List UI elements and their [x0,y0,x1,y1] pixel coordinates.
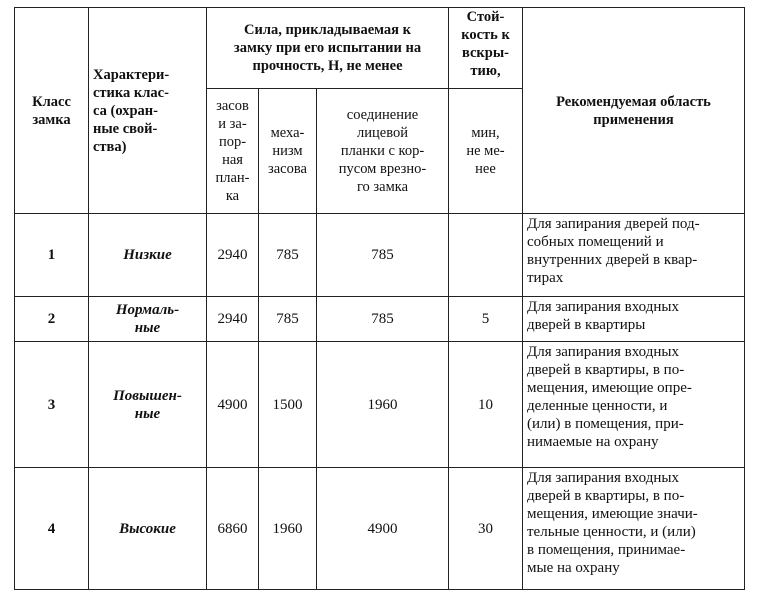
header-recommended-use [523,8,745,214]
cell-resistance: 5 [449,297,523,342]
text-line: Стой- [466,9,505,25]
cell-bolt-mechanism: 785 [259,214,317,297]
text-line: деленные ценности, и [527,398,668,414]
text-line: ка [225,188,240,204]
table-row [15,342,745,468]
text-line: Высокие [119,520,176,537]
text-line: Повышен- [113,387,182,404]
text-line: ства) [93,138,127,155]
text-line: стика клас- [93,84,169,101]
lock-class-table [14,7,745,590]
text-line: замку при его испытании на [233,40,422,56]
cell-class: 1 [15,214,89,297]
text-line: Характери- [93,66,170,83]
text-line: са (охран- [93,102,158,119]
text-line: Для запирания входных [527,470,679,486]
text-line: Низкие [123,247,172,263]
text-line: ные свой- [93,120,158,137]
cell-bolt-strike: 6860 [207,468,259,590]
text-line: применения [593,111,674,128]
text-line: пусом врезно- [338,161,427,177]
header-force-group [207,8,449,89]
text-line: мин, [471,125,500,141]
cell-bolt-mechanism: 1960 [259,468,317,590]
text-line: Нормаль- [115,302,180,318]
text-line: нее [475,161,496,177]
cell-bolt-strike: 4900 [207,342,259,468]
text-line: кость к [461,27,510,43]
cell-bolt-strike: 2940 [207,214,259,297]
cell-faceplate: 785 [317,297,449,342]
cell-class: 3 [15,342,89,468]
text-line: замка [32,111,71,128]
text-line: внутренних дверей в квар- [527,252,698,268]
text-line: Рекомендуемая область [556,93,711,110]
header-resistance-min [449,89,523,214]
text-line: тельные ценности, и (или) [527,524,696,540]
text-line: дверей в квартиры, в по- [527,488,685,504]
cell-class: 2 [15,297,89,342]
text-line: дверей в квартиры, в по- [527,362,685,378]
header-bolt-mechanism [259,89,317,214]
cell-characteristic [89,297,207,342]
cell-faceplate: 4900 [317,468,449,590]
text-line: Класс [32,93,71,110]
text-line: ные [134,320,161,336]
text-line: засова [268,161,307,177]
cell-recommended-use [523,297,745,342]
cell-characteristic [89,214,207,297]
text-line: пор- [218,134,247,150]
text-line: дверей в квартиры [527,317,646,333]
text-line: тирах [527,270,564,286]
text-line: план- [215,170,250,186]
cell-recommended-use [523,342,745,468]
table-row [15,468,745,590]
text-line: вскры- [461,45,509,61]
cell-bolt-strike: 2940 [207,297,259,342]
header-characteristic [89,8,207,214]
text-line: не ме- [466,143,505,159]
header-bolt-strike [207,89,259,214]
header-faceplate-connection [317,89,449,214]
table-row [15,297,745,342]
cell-characteristic [89,342,207,468]
text-line: Для запирания входных [527,344,679,360]
text-line: ная [222,152,243,168]
text-line: собных помещений и [527,234,664,250]
text-line: планки с кор- [340,143,425,159]
text-line: нимаемые на охрану [527,434,659,450]
cell-resistance: 30 [449,468,523,590]
cell-class: 4 [15,468,89,590]
text-line: ные [134,405,161,422]
text-line: в помещения, принимае- [527,542,686,558]
cell-faceplate: 785 [317,214,449,297]
header-resistance-group [449,8,523,89]
cell-recommended-use [523,214,745,297]
cell-faceplate: 1960 [317,342,449,468]
text-line: и за- [218,116,247,132]
text-line: меха- [270,125,305,141]
text-line: Сила, прикладываемая к [244,22,411,38]
text-line: Для запирания дверей под- [527,216,700,232]
cell-recommended-use [523,468,745,590]
text-line: Для запирания входных [527,299,679,315]
cell-bolt-mechanism: 785 [259,297,317,342]
text-line: мещения, имеющие значи- [527,506,698,522]
text-line: го замка [356,179,409,195]
text-line: мые на охрану [527,560,620,576]
text-line: прочность, Н, не менее [252,58,403,74]
cell-characteristic [89,468,207,590]
cell-resistance: 10 [449,342,523,468]
text-line: низм [272,143,303,159]
cell-bolt-mechanism: 1500 [259,342,317,468]
text-line: (или) в помещения, при- [527,416,684,432]
header-class [15,8,89,214]
text-line: мещения, имеющие опре- [527,380,692,396]
cell-resistance [449,214,523,297]
text-line: лицевой [357,125,408,141]
text-line: засов [216,98,249,114]
table-row [15,214,745,297]
text-line: тию, [470,63,501,79]
text-line: соединение [346,107,419,123]
